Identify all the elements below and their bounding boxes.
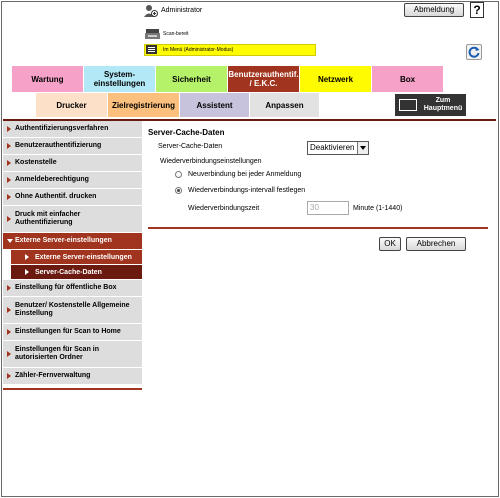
sidebar-item-label: Kostenstelle: [15, 159, 57, 166]
chevron-right-icon: [7, 160, 11, 166]
sidebar-item-externe-server-einstellungen[interactable]: [3, 233, 142, 250]
chevron-right-icon: [7, 143, 11, 149]
radio-interval[interactable]: [175, 187, 182, 194]
tab-label: Zielregistrierung: [111, 100, 176, 110]
sidebar-item-scan-to-home[interactable]: [3, 324, 142, 341]
tab-label: Assistent: [196, 100, 233, 110]
sidebar-subitem-externe-server-einstellungen[interactable]: [11, 250, 142, 265]
scanner-status-icon: [145, 28, 160, 39]
tab-netzwerk[interactable]: [300, 66, 372, 92]
content-divider: [148, 227, 488, 229]
tab-anpassen[interactable]: [250, 93, 320, 117]
device-status: Scan-bereit: [163, 31, 189, 37]
sidebar-divider: [3, 388, 142, 390]
chevron-right-icon: [25, 254, 29, 260]
sidebar-item-label: Einstellung für öffentliche Box: [15, 284, 117, 291]
sidebar-item-zaehler-fernverwaltung[interactable]: [3, 368, 142, 385]
sidebar-subitem-server-cache-daten[interactable]: [11, 265, 142, 280]
main-content: [148, 124, 494, 248]
sidebar-item-label: Externe Server-einstellungen: [35, 253, 132, 261]
sidebar-item-allgemeine-einstellung[interactable]: [3, 297, 142, 324]
sidebar-item-label: Benutzer/ Kostenstelle Allgemeine Einstellung: [15, 302, 130, 317]
chevron-right-icon: [25, 269, 29, 275]
sidebar-item-label: Externe Server-einstellungen: [15, 237, 112, 244]
chevron-right-icon: [7, 351, 11, 357]
chevron-right-icon: [7, 329, 11, 335]
cache-label: Server-Cache-Daten: [158, 143, 223, 150]
chevron-down-icon: [7, 239, 13, 243]
logout-button[interactable]: Abmeldung: [404, 3, 464, 17]
administrator-icon: [144, 4, 158, 18]
tab-box[interactable]: [372, 66, 444, 92]
radio-interval-label: Wiederverbindungs-intervall festlegen: [188, 187, 306, 194]
sidebar-item-kostenstelle[interactable]: [3, 155, 142, 172]
sidebar-item-benutzerauthentifizierung[interactable]: [3, 138, 142, 155]
tab-system-einstellungen[interactable]: [84, 66, 156, 92]
main-menu-button[interactable]: [395, 94, 466, 116]
tab-label: Wartung: [31, 74, 64, 84]
tab-sicherheit[interactable]: [156, 66, 228, 92]
reconnect-time-unit: Minute (1-1440): [353, 205, 403, 212]
radio-each-login[interactable]: [175, 171, 182, 178]
sidebar-item-scan-autorisierter-ordner[interactable]: [3, 341, 142, 368]
mode-text: Im Menü (Administrator-Modus): [163, 47, 234, 53]
chevron-right-icon: [7, 285, 11, 291]
sidebar-item-label: Authentifizierungsverfahren: [15, 125, 109, 132]
chevron-right-icon: [7, 216, 11, 222]
ok-button[interactable]: OK: [379, 237, 401, 251]
radio-each-login-label: Neuverbindung bei jeder Anmeldung: [188, 171, 302, 178]
tab-wartung[interactable]: [12, 66, 84, 92]
chevron-right-icon: [7, 177, 11, 183]
tab-assistent[interactable]: [180, 93, 250, 117]
reconnect-time-input[interactable]: 30: [307, 201, 349, 215]
reconnect-heading: Wiederverbindungseinstellungen: [160, 158, 262, 165]
sidebar-item-label: Zähler-Fernverwaltung: [15, 372, 91, 379]
chevron-right-icon: [7, 307, 11, 313]
sidebar-item-label: Ohne Authentif. drucken: [15, 193, 97, 200]
main-menu-label: Zum Hauptmenü: [423, 97, 463, 112]
sidebar: [3, 121, 142, 390]
sidebar-item-druck-einfacher-authentifizierung[interactable]: [3, 206, 142, 233]
reconnect-time-label: Wiederverbindungszeit: [188, 205, 260, 212]
sidebar-item-label: Anmeldeberechtigung: [15, 176, 89, 183]
sidebar-item-label: Einstellungen für Scan to Home: [15, 328, 121, 335]
help-button[interactable]: ?: [470, 2, 484, 18]
chevron-right-icon: [7, 373, 11, 379]
tab-label: Drucker: [56, 100, 87, 110]
refresh-icon: [467, 45, 481, 59]
chevron-down-icon: [357, 142, 368, 154]
sidebar-item-ohne-authentif-drucken[interactable]: [3, 189, 142, 206]
sidebar-item-anmeldeberechtigung[interactable]: [3, 172, 142, 189]
tab-label: Sicherheit: [172, 74, 211, 84]
page-title: Server-Cache-Daten: [148, 128, 225, 137]
tab-drucker[interactable]: [36, 93, 108, 117]
sub-tabs: [36, 93, 320, 117]
tab-label: Benutzerauthentif. / E.K.C.: [228, 70, 299, 88]
sidebar-item-label: Druck mit einfacher Authentifizierung: [15, 211, 81, 226]
sidebar-item-authentifizierungsverfahren[interactable]: [3, 121, 142, 138]
tab-label: Netzwerk: [317, 74, 354, 84]
cache-select[interactable]: [307, 141, 369, 155]
sidebar-item-label: Einstellungen für Scan in autorisierten Ordner: [15, 346, 100, 361]
tab-benutzerauthentif[interactable]: [228, 66, 300, 92]
main-tabs: [12, 66, 444, 92]
cancel-button[interactable]: Abbrechen: [406, 237, 466, 251]
sidebar-item-label: Server-Cache-Daten: [35, 268, 102, 276]
sidebar-item-oeffentliche-box[interactable]: [3, 280, 142, 297]
chevron-right-icon: [7, 194, 11, 200]
mode-bar: [144, 44, 316, 56]
admin-label: Administrator: [161, 7, 203, 14]
tab-label: Box: [399, 74, 416, 84]
menu-mode-icon: [146, 45, 157, 54]
tab-label: System- einstellungen: [93, 70, 146, 88]
tab-zielregistrierung[interactable]: [108, 93, 180, 117]
cache-select-value: Deaktivieren: [310, 143, 355, 152]
refresh-button[interactable]: [466, 44, 482, 60]
chevron-right-icon: [7, 126, 11, 132]
sidebar-item-label: Benutzerauthentifizierung: [15, 142, 102, 149]
tab-label: Anpassen: [265, 100, 304, 110]
main-menu-icon: [399, 99, 417, 111]
